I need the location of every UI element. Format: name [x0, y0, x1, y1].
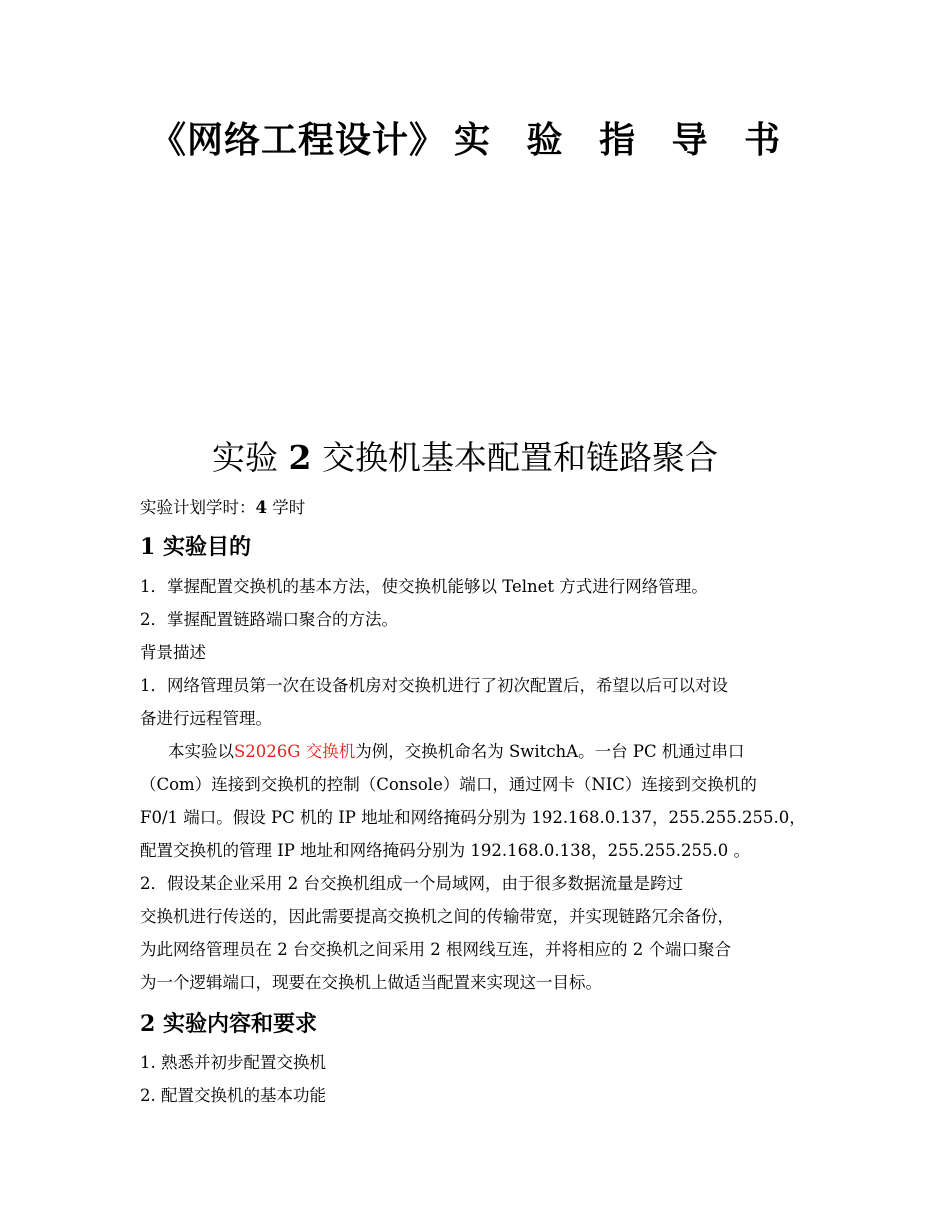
experiment-title: [0, 432, 930, 479]
planned-hours-value: 4: [255, 498, 267, 517]
background-paragraph-line: 1．网络管理员第一次在设备机房对交换机进行了初次配置后，希望以后可以对设: [140, 676, 728, 695]
document-title: [150, 112, 792, 163]
content-section-body: [140, 1046, 820, 1112]
document-title-main: 《网络工程设计》: [150, 119, 447, 161]
background-paragraph-line: 为一个逻辑端口，现要在交换机上做适当配置来实现这一目标。: [140, 973, 602, 992]
experiment-title-prefix: 实验: [212, 438, 279, 477]
planned-hours: [140, 491, 820, 524]
purpose-section-body: [140, 570, 820, 999]
background-paragraph-line: 交换机进行传送的，因此需要提高交换机之间的传输带宽，并实现链路冗余备份，: [140, 907, 734, 926]
switch-model-highlight: S2026G 交换机: [234, 742, 356, 761]
planned-hours-unit: 学时: [272, 498, 306, 517]
background-label: 背景描述: [140, 643, 206, 662]
section-heading-content: 2 实验内容和要求: [140, 1011, 317, 1037]
purpose-item: 1．掌握配置交换机的基本方法，使交换机能够以 Telnet 方式进行网络管理。: [140, 577, 708, 596]
document-title-suffix: 实 验 指 导 书: [454, 119, 793, 161]
background-text: 本实验以: [168, 742, 234, 761]
background-paragraph-line: 为此网络管理员在 2 台交换机之间采用 2 根网线互连，并将相应的 2 个端口聚合: [140, 940, 731, 959]
content-item: 1. 熟悉并初步配置交换机: [140, 1053, 326, 1072]
experiment-title-number: 2: [288, 438, 312, 477]
planned-hours-label: 实验计划学时：: [140, 498, 256, 517]
background-paragraph-line: 2．假设某企业采用 2 台交换机组成一个局域网，由于很多数据流量是跨过: [140, 874, 683, 893]
content-item: 2. 配置交换机的基本功能: [140, 1086, 326, 1105]
section-heading-purpose: 1 实验目的: [140, 534, 251, 560]
experiment-title-rest: 交换机基本配置和链路聚合: [321, 438, 718, 477]
background-text: 为例，交换机命名为 SwitchA。一台 PC 机通过串口: [355, 742, 745, 761]
background-paragraph-line: [140, 735, 820, 768]
background-paragraph-line: 配置交换机的管理 IP 地址和网络掩码分别为 192.168.0.138，255.255.255.0 。: [140, 841, 751, 860]
background-paragraph-line: 备进行远程管理。: [140, 709, 272, 728]
background-paragraph-line: （Com）连接到交换机的控制（Console）端口，通过网卡（NIC）连接到交换机的: [140, 775, 757, 794]
background-paragraph-line: F0/1 端口。假设 PC 机的 IP 地址和网络掩码分别为 192.168.0.137，255.255.255.0，: [140, 808, 806, 827]
purpose-item: 2．掌握配置链路端口聚合的方法。: [140, 610, 398, 629]
